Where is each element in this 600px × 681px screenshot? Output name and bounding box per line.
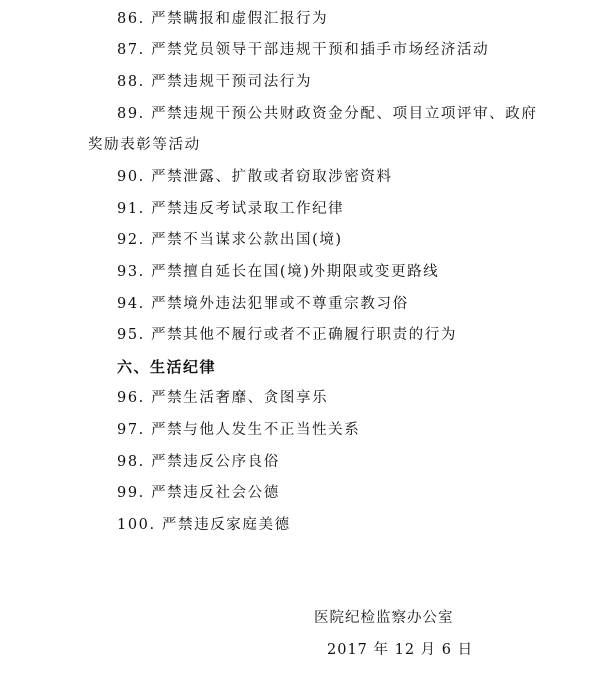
list-item: 89. 严禁违规干预公共财政资金分配、项目立项评审、政府 xyxy=(117,106,538,122)
signature-date: 2017 年 12 月 6 日 xyxy=(327,642,474,658)
list-item: 95. 严禁其他不履行或者不正确履行职责的行为 xyxy=(117,327,457,343)
list-item: 93. 严禁擅自延长在国(境)外期限或变更路线 xyxy=(117,264,440,280)
signature-organization: 医院纪检监察办公室 xyxy=(314,610,454,626)
list-item: 88. 严禁违规干预司法行为 xyxy=(117,74,313,90)
list-item: 91. 严禁违反考试录取工作纪律 xyxy=(117,201,345,217)
list-item: 99. 严禁违反社会公德 xyxy=(117,485,280,501)
list-item: 98. 严禁违反公序良俗 xyxy=(117,454,280,470)
list-item: 100. 严禁违反家庭美德 xyxy=(117,517,291,533)
list-item: 86. 严禁瞒报和虚假汇报行为 xyxy=(117,11,329,27)
list-item: 97. 严禁与他人发生不正当性关系 xyxy=(117,422,361,438)
list-item: 92. 严禁不当谋求公款出国(境) xyxy=(117,232,343,248)
list-item: 96. 严禁生活奢靡、贪图享乐 xyxy=(117,390,329,406)
list-item: 94. 严禁境外违法犯罪或不尊重宗教习俗 xyxy=(117,296,409,312)
section-heading: 六、生活纪律 xyxy=(117,358,217,376)
list-item: 90. 严禁泄露、扩散或者窃取涉密资料 xyxy=(117,169,393,185)
list-item: 87. 严禁党员领导干部违规干预和插手市场经济活动 xyxy=(117,42,490,58)
list-item-continuation: 奖励表彰等活动 xyxy=(88,137,201,153)
